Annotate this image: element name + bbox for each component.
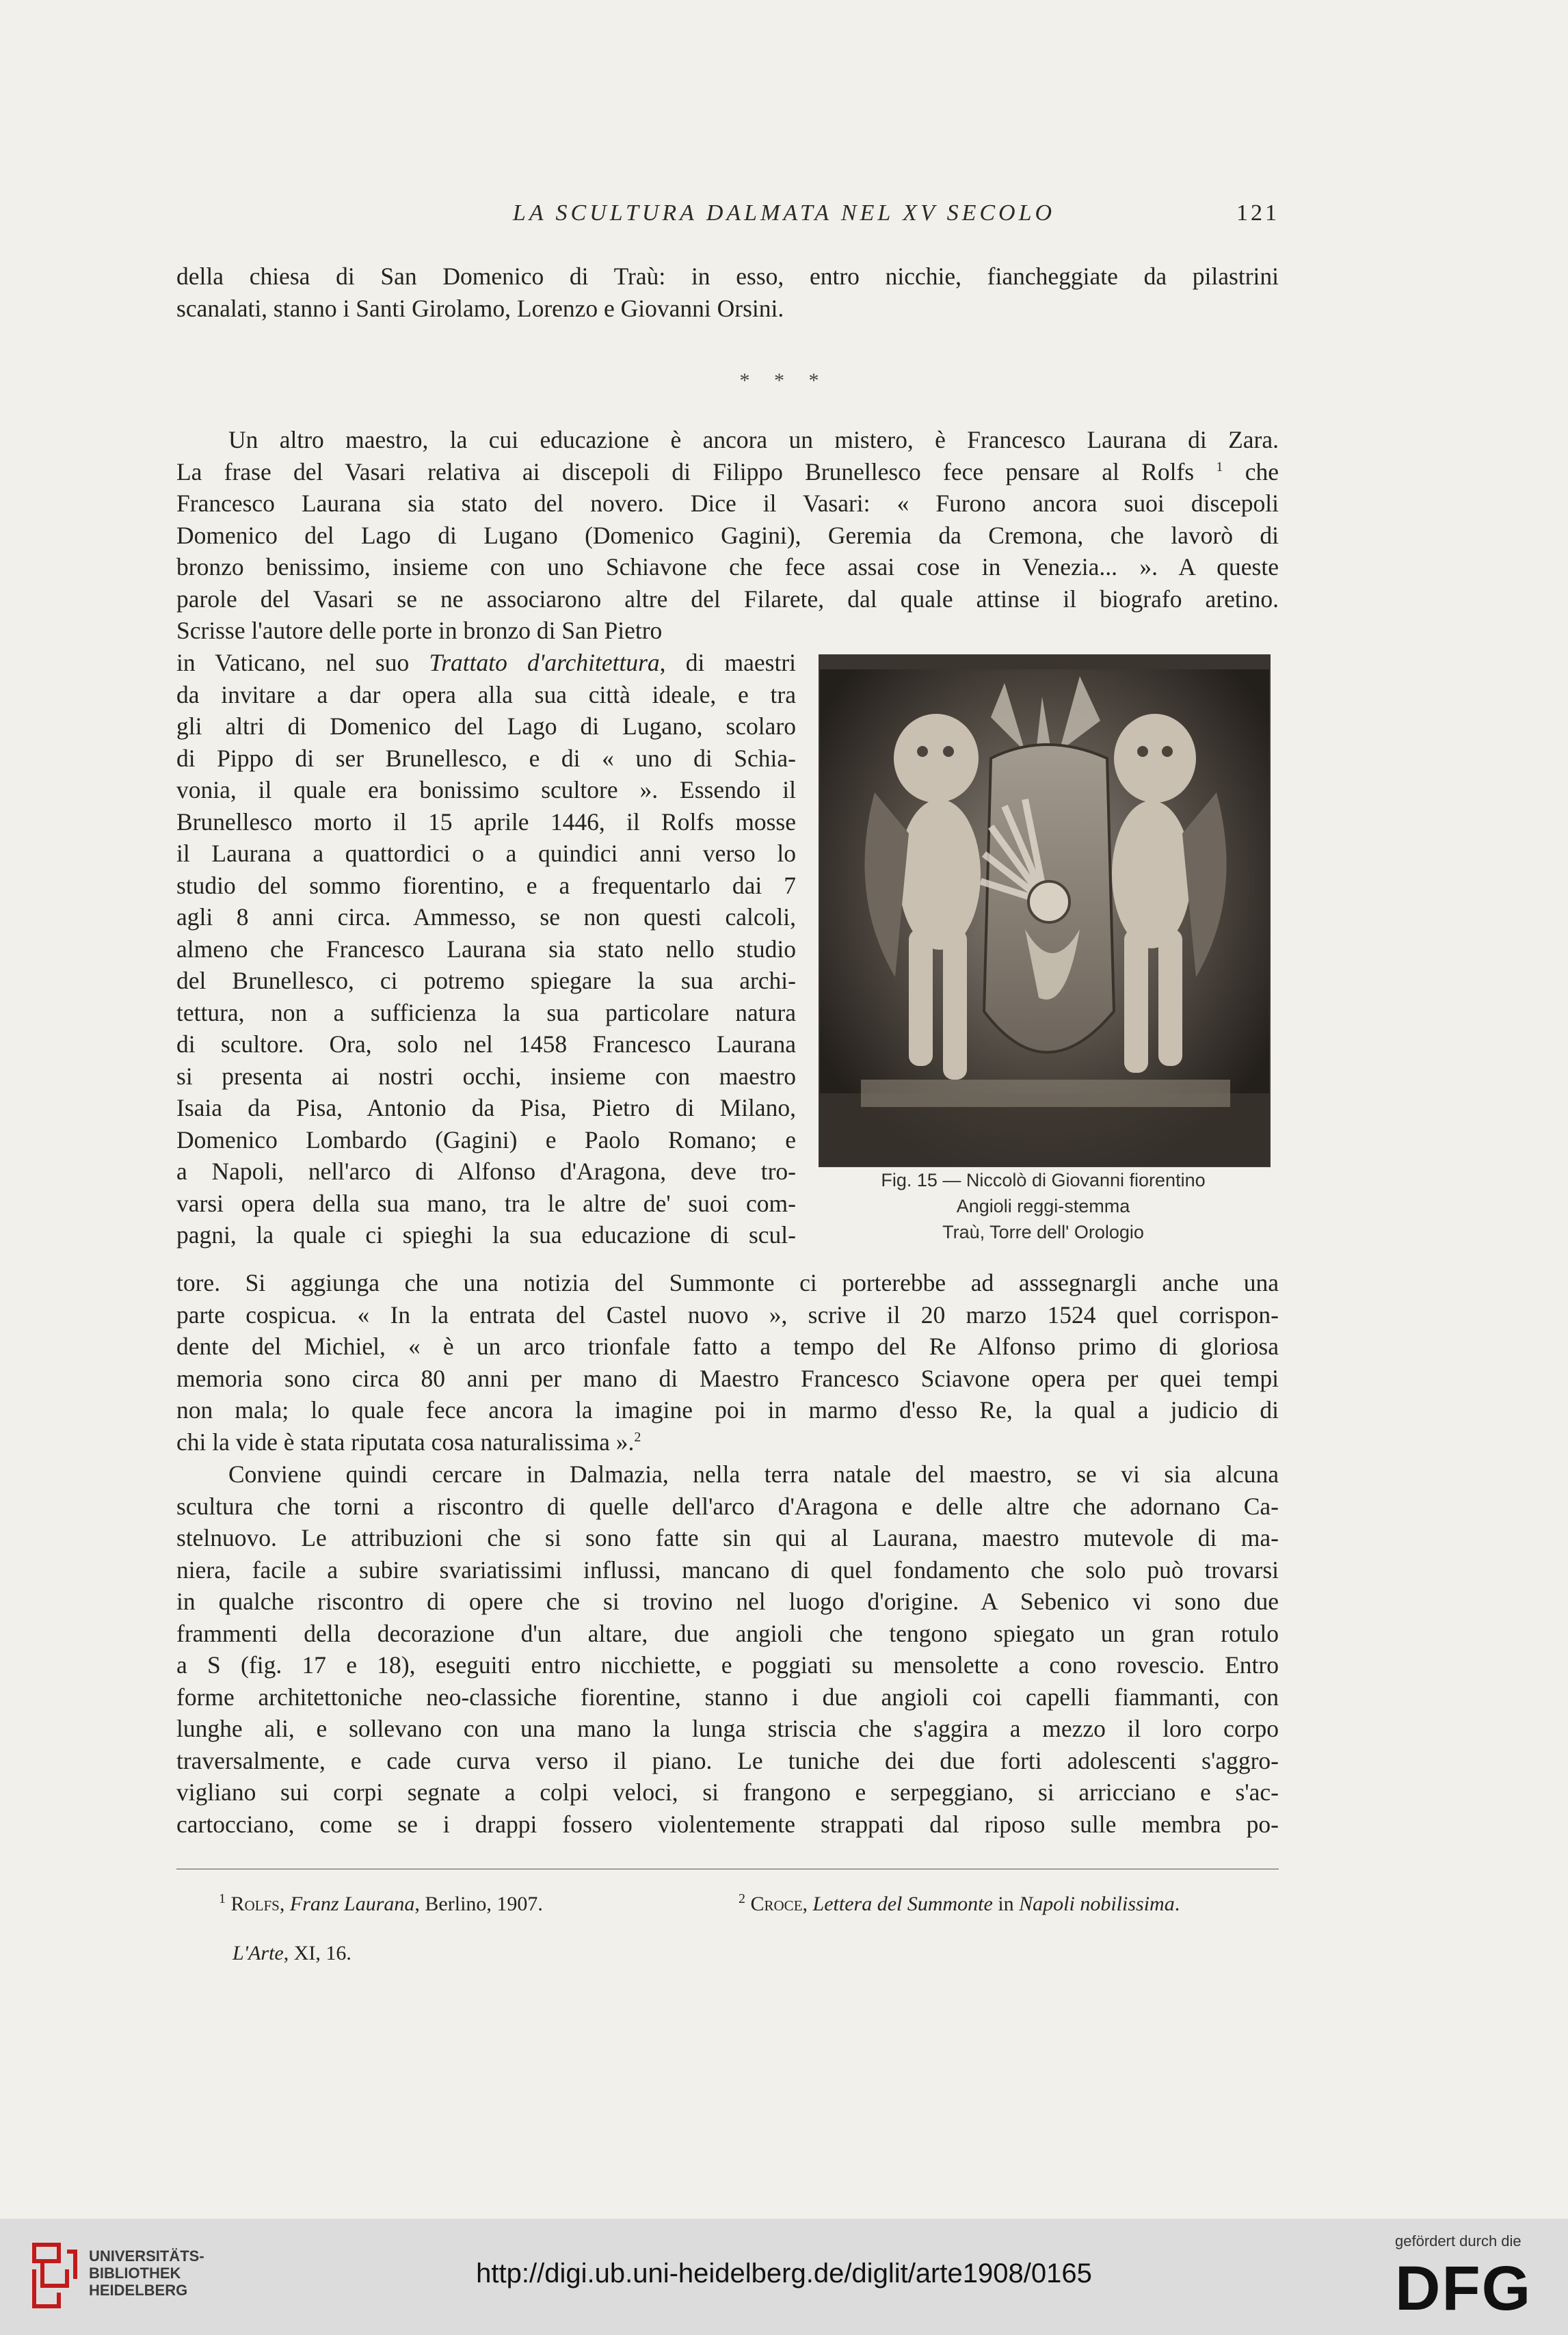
- text-line: Scrisse l'autore delle porte in bronzo di San Pietro: [176, 617, 663, 644]
- text-line: Conviene quindi cercare in Dalmazia, nella terra natale del maestro, se vi sia alcuna: [228, 1460, 1279, 1488]
- text-line: da invitare a dar opera alla sua città ideale, e tra: [176, 680, 796, 708]
- printer-signature: L'Arte, XI, 16.: [232, 1942, 351, 1964]
- caption-line: Fig. 15 — Niccolò di Giovanni fiorentino: [881, 1170, 1206, 1190]
- library-name: UNIVERSITÄTS- BIBLIOTHEK HEIDELBERG: [89, 2247, 204, 2299]
- text-line: cartocciano, come se i drappi fossero violentemente strappati dal riposo sulle membra po-: [176, 1810, 1279, 1838]
- relief-illustration: [820, 656, 1269, 1166]
- text-line: tettura, non a sufficienza la sua particolare natura: [176, 998, 796, 1026]
- footnote-marker: 1: [1216, 459, 1223, 475]
- text-line: a Napoli, nell'arco di Alfonso d'Aragona, deve tro-: [176, 1158, 796, 1185]
- figure-caption: [819, 1167, 1268, 1245]
- text-line: del Brunellesco, ci potremo spiegare la sua archi-: [176, 967, 796, 994]
- text-line: gli altri di Domenico del Lago di Lugano, scolaro: [176, 712, 796, 740]
- paragraph-1-narrow-column: [176, 647, 796, 1251]
- text-line: studio del sommo fiorentino, e a frequentarlo dai 7: [176, 871, 796, 899]
- text-line: di Pippo di ser Brunellesco, e di « uno di Schia-: [176, 744, 796, 772]
- text-line: Domenico Lombardo (Gagini) e Paolo Romano; e: [176, 1125, 796, 1153]
- text-line: in qualche riscontro di opere che si trovino nel luogo d'origine. A Sebenico vi sono due: [176, 1588, 1279, 1615]
- section-separator: * * *: [739, 369, 829, 392]
- text-line: parte cospicua. « In la entrata del Castel nuovo », scrive il 20 marzo 1524 quel corrispon-: [176, 1300, 1279, 1329]
- text-line: Brunellesco morto il 15 aprile 1446, il Rolfs mosse: [176, 808, 796, 836]
- footnote-publication: Napoli nobilissima: [1019, 1893, 1175, 1915]
- text-line: chi la vide è stata riputata cosa naturalissima ».$^2$: [176, 1428, 641, 1456]
- intro-paragraph: [176, 261, 1279, 324]
- text-line: scanalati, stanno i Santi Girolamo, Lorenzo e Giovanni Orsini.: [176, 294, 784, 322]
- footnote-author: Rolfs: [230, 1893, 280, 1915]
- footnote-1: $^1$ Rolfs, Franz Laurana, Berlino, 1907.: [219, 1891, 543, 1915]
- running-title: LA SCULTURA DALMATA NEL XV SECOLO: [512, 200, 1056, 226]
- text-line: almeno che Francesco Laurana sia stato nello studio: [176, 935, 796, 963]
- text-line: non mala; lo quale fece ancora la imagine poi in marmo d'esso Re, la qual a judicio di: [176, 1396, 1279, 1424]
- text-line: forme architettoniche neo-classiche fiorentine, stanno i due angioli coi capelli fiammanti, con: [176, 1683, 1279, 1711]
- footnote-marker: 2: [634, 1429, 641, 1445]
- text-line: traversalmente, e cade curva verso il piano. Le tuniche dei due forti adolescenti s'aggro-: [176, 1746, 1279, 1774]
- sponsor-label: gefördert durch die: [1395, 2232, 1522, 2250]
- text-line: niera, facile a subire svariatissimi influssi, mancano di quel fondamento che solo può trovarsi: [176, 1556, 1279, 1584]
- text-line: Domenico del Lago di Lugano (Domenico Gagini), Geremia da Cremona, che lavorò di: [176, 521, 1279, 549]
- caption-line: Traù, Torre dell' Orologio: [942, 1222, 1144, 1242]
- text-line: di scultore. Ora, solo nel 1458 Francesco Laurana: [176, 1030, 796, 1058]
- text-line: a S (fig. 17 e 18), eseguiti entro nicchiette, e poggiati su mensolette a cono rovescio. Entro: [176, 1651, 1279, 1679]
- text-line: Francesco Laurana sia stato del novero. Dice il Vasari: « Furono ancora suoi discepoli: [176, 490, 1279, 517]
- text-line: varsi opera della sua mano, tra le altre de' suoi com-: [176, 1189, 796, 1217]
- text-line: scultura che torni a riscontro di quelle dell'arco d'Aragona e delle altre che adornano Ca-: [176, 1492, 1279, 1520]
- paragraph-2: [176, 1458, 1279, 1840]
- footnote-number: 1: [219, 1891, 226, 1906]
- figure-photo-angels-with-coat-of-arms: [819, 654, 1271, 1167]
- footnote-author: Croce: [750, 1893, 803, 1915]
- text-line: memoria sono circa 80 anni per mano di Maestro Francesco Sciavone opera per quei tempi: [176, 1364, 1279, 1392]
- page-number: 121: [1236, 200, 1279, 226]
- text-line: frammenti della decorazione d'un altare, due angioli che tengono spiegato un gran rotulo: [176, 1619, 1279, 1647]
- text-line: vonia, il quale era bonissimo scultore ». Essendo il: [176, 776, 796, 803]
- paragraph-1: [176, 424, 1279, 647]
- footnote-2: $^2$ Croce, Lettera del Summonte in Napoli nobilissima.: [739, 1891, 1180, 1915]
- text-line: lunghe ali, e sollevano con una mano la lunga striscia che s'aggira a mezzo il loro corpo: [176, 1715, 1279, 1742]
- text-line: in Vaticano, nel suo Trattato d'architettura, di maestri: [176, 649, 796, 676]
- text-line: il Laurana a quattordici o a quindici anni verso lo: [176, 840, 796, 867]
- dfg-logo: DFG: [1395, 2254, 1532, 2323]
- text-line: bronzo benissimo, insieme con uno Schiavone che fece assai cose in Venezia... ». A queste: [176, 553, 1279, 581]
- text-line: pagni, la quale ci spieghi la sua educazione di scul-: [176, 1221, 796, 1249]
- text-line: Isaia da Pisa, Antonio da Pisa, Pietro di Milano,: [176, 1094, 796, 1121]
- text-line: parole del Vasari se ne associarono altre del Filarete, dal quale attinse il biografo aretino.: [176, 585, 1279, 613]
- text-line: tore. Si aggiunga che una notizia del Summonte ci porterebbe ad asssegnargli anche una: [176, 1269, 1279, 1296]
- text-line: della chiesa di San Domenico di Traù: in esso, entro nicchie, fiancheggiate da pilastrini: [176, 263, 1279, 290]
- paragraph-1-continued: [176, 1267, 1279, 1458]
- text-line: dente del Michiel, « è un arco trionfale fatto a tempo del Re Alfonso primo di gloriosa: [176, 1333, 1279, 1360]
- text-line: stelnuovo. Le attribuzioni che si sono fatte sin qui al Laurana, maestro mutevole di ma-: [176, 1524, 1279, 1551]
- text-line: vigliano sui corpi segnate a colpi veloci, si frangono e serpeggiano, si arricciano e s'ac-: [176, 1778, 1279, 1806]
- footnote-title: Franz Laurana: [289, 1893, 415, 1915]
- text-line: si presenta ai nostri occhi, insieme con maestro: [176, 1062, 796, 1090]
- caption-line: Angioli reggi-stemma: [956, 1196, 1130, 1216]
- permalink-url[interactable]: http://digi.ub.uni-heidelberg.de/diglit/arte1908/0165: [476, 2258, 1092, 2289]
- text-line: agli 8 anni circa. Ammesso, se non questi calcoli,: [176, 903, 796, 931]
- digitization-footer: [0, 2219, 1568, 2335]
- text-line: Un altro maestro, la cui educazione è ancora un mistero, è Francesco Laurana di Zara.: [228, 426, 1279, 453]
- footnote-number: 2: [739, 1891, 745, 1906]
- text-line: La frase del Vasari relativa ai discepoli di Filippo Brunellesco fece pensare al Rolfs $^1$ che: [176, 457, 1279, 485]
- footnote-title: Lettera del Summonte: [812, 1893, 993, 1915]
